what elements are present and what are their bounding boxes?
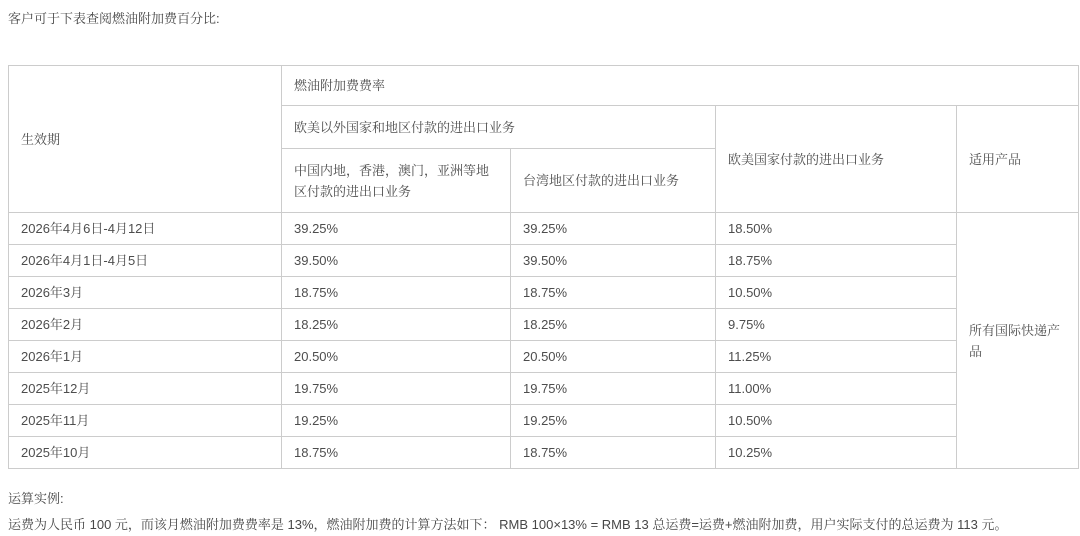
table-row bbox=[9, 437, 1079, 469]
header-fuel-surcharge-rate: 燃油附加费费率 bbox=[282, 66, 1079, 106]
cell-rate-euro-american: 9.75% bbox=[716, 309, 957, 341]
cell-rate-taiwan: 39.25% bbox=[511, 213, 716, 245]
cell-rate-taiwan: 18.25% bbox=[511, 309, 716, 341]
cell-rate-asia: 20.50% bbox=[282, 341, 511, 373]
cell-rate-taiwan: 39.50% bbox=[511, 245, 716, 277]
cell-rate-asia: 19.25% bbox=[282, 405, 511, 437]
fuel-surcharge-table bbox=[8, 65, 1079, 469]
cell-rate-taiwan: 20.50% bbox=[511, 341, 716, 373]
table-row bbox=[9, 405, 1079, 437]
example-title: 运算实例: bbox=[8, 491, 64, 506]
cell-period: 2025年12月 bbox=[9, 373, 282, 405]
table-row bbox=[9, 341, 1079, 373]
cell-rate-asia: 18.75% bbox=[282, 437, 511, 469]
cell-rate-euro-american: 11.00% bbox=[716, 373, 957, 405]
cell-period: 2026年1月 bbox=[9, 341, 282, 373]
header-taiwan: 台湾地区付款的进出口业务 bbox=[511, 149, 716, 213]
cell-rate-asia: 18.25% bbox=[282, 309, 511, 341]
cell-rate-taiwan: 18.75% bbox=[511, 277, 716, 309]
cell-period: 2025年10月 bbox=[9, 437, 282, 469]
table-row bbox=[9, 277, 1079, 309]
cell-rate-asia: 39.25% bbox=[282, 213, 511, 245]
cell-rate-taiwan: 18.75% bbox=[511, 437, 716, 469]
header-euro-american: 欧美国家付款的进出口业务 bbox=[716, 106, 957, 213]
cell-rate-asia: 19.75% bbox=[282, 373, 511, 405]
cell-period: 2026年4月1日-4月5日 bbox=[9, 245, 282, 277]
cell-rate-asia: 18.75% bbox=[282, 277, 511, 309]
cell-applicable-products: 所有国际快递产品 bbox=[957, 213, 1079, 469]
cell-period: 2025年11月 bbox=[9, 405, 282, 437]
cell-period: 2026年2月 bbox=[9, 309, 282, 341]
cell-rate-euro-american: 18.50% bbox=[716, 213, 957, 245]
cell-period: 2026年3月 bbox=[9, 277, 282, 309]
header-effective-period: 生效期 bbox=[9, 66, 282, 213]
intro-text: 客户可于下表查阅燃油附加费百分比: bbox=[8, 11, 220, 26]
table-row bbox=[9, 373, 1079, 405]
table-row bbox=[9, 245, 1079, 277]
table-row bbox=[9, 213, 1079, 245]
cell-rate-euro-american: 10.25% bbox=[716, 437, 957, 469]
cell-rate-euro-american: 18.75% bbox=[716, 245, 957, 277]
example-text: 运费为人民币 100 元，而该月燃油附加费费率是 13%，燃油附加费的计算方法如下： RMB 100×13% = RMB 13 总运费=运费+燃油附加费，用户实际支付的总运费为 113 元。 bbox=[8, 517, 1008, 532]
cell-rate-euro-american: 10.50% bbox=[716, 277, 957, 309]
header-non-euro-american-group: 欧美以外国家和地区付款的进出口业务 bbox=[282, 106, 716, 149]
cell-rate-euro-american: 11.25% bbox=[716, 341, 957, 373]
header-china-hk-macau-asia: 中国内地，香港，澳门，亚洲等地区付款的进出口业务 bbox=[282, 149, 511, 213]
cell-period: 2026年4月6日-4月12日 bbox=[9, 213, 282, 245]
cell-rate-taiwan: 19.75% bbox=[511, 373, 716, 405]
header-applicable-products: 适用产品 bbox=[957, 106, 1079, 213]
table-row bbox=[9, 309, 1079, 341]
cell-rate-asia: 39.50% bbox=[282, 245, 511, 277]
cell-rate-euro-american: 10.50% bbox=[716, 405, 957, 437]
cell-rate-taiwan: 19.25% bbox=[511, 405, 716, 437]
